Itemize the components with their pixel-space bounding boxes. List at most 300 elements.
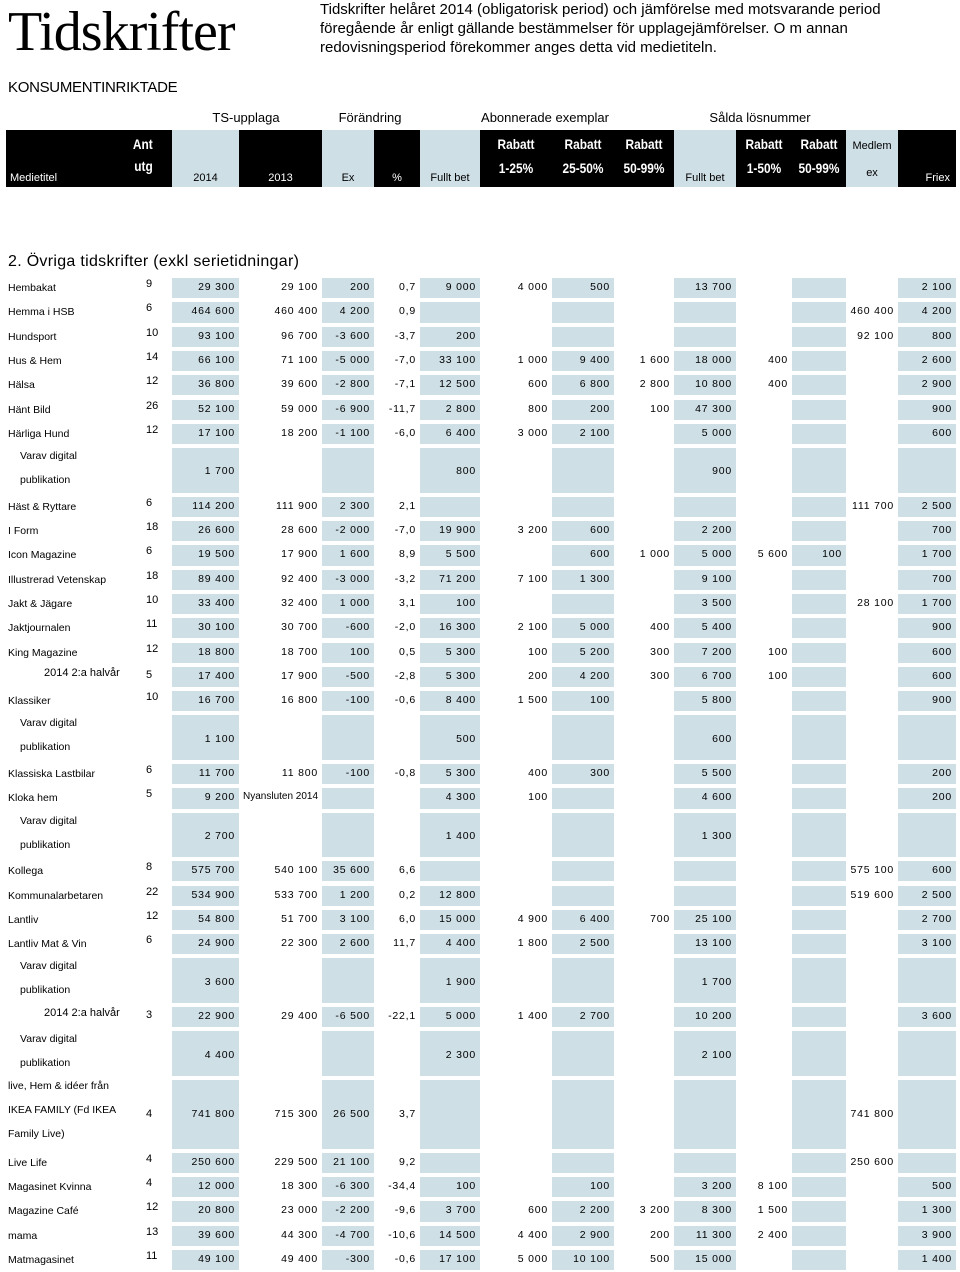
table-row bbox=[0, 859, 960, 883]
cell-y14: 11 700 bbox=[172, 764, 239, 784]
row-title-line: Klassiska Lastbilar bbox=[8, 768, 95, 780]
row-issues: 13 bbox=[146, 1225, 159, 1238]
cell-s1 bbox=[736, 570, 792, 590]
cell-r3 bbox=[614, 813, 674, 858]
cell-pct: -2,0 bbox=[394, 621, 416, 634]
category-label: KONSUMENTINRIKTADE bbox=[8, 79, 178, 96]
table-row bbox=[0, 616, 960, 640]
cell-fb: 500 bbox=[420, 715, 480, 760]
cell-fb2: 3 200 bbox=[674, 1177, 736, 1197]
cell-fb2: 2 200 bbox=[674, 521, 736, 541]
page-header bbox=[0, 0, 960, 270]
cell-y13: Nyansluten 2014 bbox=[243, 791, 319, 803]
cell-s2 bbox=[792, 667, 846, 687]
row-title-line: Jakt & Jägare bbox=[8, 597, 73, 610]
cell-r3 bbox=[614, 302, 674, 322]
row-title bbox=[0, 616, 140, 640]
row-title bbox=[0, 325, 140, 349]
cell-r2 bbox=[552, 1080, 614, 1149]
cell-y13: 51 700 bbox=[281, 912, 318, 925]
cell-s2 bbox=[792, 1153, 846, 1173]
cell-fri bbox=[898, 813, 956, 858]
cell-r1 bbox=[480, 327, 552, 347]
cell-y13: 16 800 bbox=[281, 694, 318, 707]
cell-r2: 600 bbox=[552, 545, 614, 565]
cell-s2 bbox=[792, 886, 846, 906]
cell-r3 bbox=[614, 570, 674, 590]
section-title: 2. Övriga tidskrifter (exkl serietidningar) bbox=[8, 253, 300, 270]
cell-y14: 18 800 bbox=[172, 643, 239, 663]
cell-ex bbox=[322, 958, 374, 1003]
cell-fb: 8 400 bbox=[420, 691, 480, 711]
cell-fb2 bbox=[674, 327, 736, 347]
cell-fri: 600 bbox=[898, 643, 956, 663]
cell-fb bbox=[420, 497, 480, 517]
cell-s2 bbox=[792, 1031, 846, 1076]
cell-ex: -100 bbox=[322, 764, 374, 784]
cell-fri: 2 700 bbox=[898, 910, 956, 930]
cell-med bbox=[846, 448, 898, 493]
cell-fri: 1 400 bbox=[898, 1250, 956, 1270]
table-row bbox=[0, 1005, 960, 1029]
cell-r3: 300 bbox=[650, 645, 670, 658]
cell-r2: 9 400 bbox=[552, 351, 614, 371]
cell-pct: -0,6 bbox=[394, 694, 416, 707]
cell-ex: -6 300 bbox=[322, 1177, 374, 1197]
cell-ex: -600 bbox=[322, 618, 374, 638]
row-title-line: Lantliv bbox=[8, 913, 39, 926]
cell-s1: 8 100 bbox=[757, 1180, 788, 1193]
table-row bbox=[0, 1151, 960, 1175]
row-title-line: Kollega bbox=[8, 865, 44, 878]
cell-r2: 500 bbox=[552, 278, 614, 298]
cell-pct: 6,6 bbox=[399, 864, 416, 877]
cell-y13 bbox=[239, 448, 322, 493]
cell-r3: 1 600 bbox=[639, 353, 670, 366]
cell-ex: 1 600 bbox=[322, 545, 374, 565]
cell-r1 bbox=[480, 302, 552, 322]
cell-y14: 22 900 bbox=[172, 1007, 239, 1027]
row-issues: 12 bbox=[146, 909, 159, 922]
row-issues: 3 bbox=[146, 1009, 153, 1021]
row-title bbox=[0, 884, 140, 908]
cell-r1: 1 800 bbox=[517, 937, 548, 950]
cell-s1 bbox=[736, 278, 792, 298]
cell-pct bbox=[374, 788, 420, 808]
row-title bbox=[0, 859, 140, 883]
cell-fb: 71 200 bbox=[420, 570, 480, 590]
table-row bbox=[0, 1224, 960, 1248]
row-issues: 12 bbox=[146, 1201, 159, 1214]
cell-fri: 3 100 bbox=[898, 934, 956, 954]
cell-ex: 26 500 bbox=[322, 1080, 374, 1149]
row-issues: 4 bbox=[146, 1152, 153, 1165]
row-title-line: 2014 2:a halvår bbox=[44, 1007, 120, 1019]
row-issues: 14 bbox=[146, 350, 159, 363]
cell-r2 bbox=[552, 861, 614, 881]
cell-ex: -500 bbox=[322, 667, 374, 687]
cell-s1: 400 bbox=[768, 353, 788, 366]
row-title bbox=[0, 786, 140, 810]
table-row bbox=[0, 1078, 960, 1151]
cell-med bbox=[846, 813, 898, 858]
cell-r2 bbox=[552, 448, 614, 493]
cell-fb2: 13 700 bbox=[674, 278, 736, 298]
cell-r2 bbox=[552, 788, 614, 808]
cell-ex: -100 bbox=[322, 691, 374, 711]
cell-med: 741 800 bbox=[850, 1107, 894, 1120]
cell-y14: 3 600 bbox=[172, 958, 239, 1003]
table-row bbox=[0, 398, 960, 422]
cell-y13: 23 000 bbox=[281, 1204, 318, 1217]
cell-fb2: 9 100 bbox=[674, 570, 736, 590]
cell-ex: 35 600 bbox=[322, 861, 374, 881]
cell-y14: 30 100 bbox=[172, 618, 239, 638]
cell-s2 bbox=[792, 327, 846, 347]
cell-s1: 100 bbox=[768, 669, 788, 682]
cell-pct: -7,0 bbox=[394, 353, 416, 366]
cell-y13: 96 700 bbox=[281, 329, 318, 342]
row-issues: 6 bbox=[146, 764, 153, 776]
cell-r1 bbox=[480, 594, 552, 614]
cell-pct: 2,1 bbox=[399, 499, 416, 512]
cell-pct: 11,7 bbox=[393, 937, 416, 950]
cell-r1: 1 400 bbox=[517, 1010, 548, 1022]
cell-fb2: 15 000 bbox=[674, 1250, 736, 1270]
cell-fri bbox=[898, 958, 956, 1003]
cell-fri: 700 bbox=[898, 521, 956, 541]
cell-s2 bbox=[792, 764, 846, 784]
cell-fb: 17 100 bbox=[420, 1250, 480, 1270]
row-title bbox=[0, 519, 140, 543]
cell-y14: 17 400 bbox=[172, 667, 239, 687]
cell-s2 bbox=[792, 302, 846, 322]
cell-fb: 5 300 bbox=[420, 667, 480, 687]
cell-fb2: 6 700 bbox=[674, 667, 736, 687]
cell-r1 bbox=[480, 813, 552, 858]
cell-s1 bbox=[736, 400, 792, 420]
group-abonnerade: Abonnerade exemplar bbox=[481, 110, 609, 125]
row-title bbox=[0, 1248, 140, 1272]
cell-fb: 33 100 bbox=[420, 351, 480, 371]
cell-s1 bbox=[736, 327, 792, 347]
cell-r1: 3 200 bbox=[517, 524, 548, 536]
cell-y13: 71 100 bbox=[281, 353, 318, 366]
table-row bbox=[0, 811, 960, 860]
cell-fb: 800 bbox=[420, 448, 480, 493]
cell-med bbox=[846, 570, 898, 590]
row-title-line: I Form bbox=[8, 525, 39, 537]
cell-ex: 3 100 bbox=[322, 910, 374, 930]
cell-s2 bbox=[792, 400, 846, 420]
cell-ex: -2 800 bbox=[322, 375, 374, 395]
row-issues: 8 bbox=[146, 861, 153, 874]
row-issues: 22 bbox=[146, 885, 159, 898]
row-issues: 6 bbox=[146, 934, 153, 947]
cell-fb2: 8 300 bbox=[674, 1201, 736, 1221]
cell-r3: 1 000 bbox=[639, 548, 670, 561]
cell-pct: 9,2 bbox=[399, 1155, 416, 1168]
cell-r2 bbox=[552, 715, 614, 760]
cell-r1: 7 100 bbox=[517, 572, 548, 585]
col-2014: 2014 bbox=[172, 130, 239, 187]
cell-fb: 5 000 bbox=[420, 1007, 480, 1027]
cell-med bbox=[846, 643, 898, 663]
cell-y14: 17 100 bbox=[172, 424, 239, 444]
cell-fb2: 1 700 bbox=[674, 958, 736, 1003]
cell-fri: 600 bbox=[898, 861, 956, 881]
cell-y14: 534 900 bbox=[172, 886, 239, 906]
cell-s1 bbox=[736, 424, 792, 444]
cell-med bbox=[846, 351, 898, 371]
cell-pct: -9,6 bbox=[394, 1204, 416, 1217]
table-row bbox=[0, 956, 960, 1005]
cell-med bbox=[846, 691, 898, 711]
cell-r3 bbox=[614, 1153, 674, 1173]
cell-fb2: 3 500 bbox=[674, 594, 736, 614]
cell-y13: 533 700 bbox=[274, 888, 318, 901]
cell-pct bbox=[374, 448, 420, 493]
cell-med bbox=[846, 278, 898, 298]
cell-fb bbox=[420, 1153, 480, 1173]
cell-s2 bbox=[792, 424, 846, 444]
row-issues: 6 bbox=[146, 496, 153, 509]
cell-r1 bbox=[480, 1031, 552, 1076]
cell-ex: 1 200 bbox=[322, 886, 374, 906]
row-issues: 11 bbox=[146, 1250, 158, 1262]
cell-y14: 39 600 bbox=[172, 1226, 239, 1246]
col-medlem: Medlem ex bbox=[846, 130, 898, 187]
row-title-line: Illustrerad Vetenskap bbox=[8, 573, 107, 586]
cell-r2: 600 bbox=[552, 521, 614, 541]
cell-y13: 18 200 bbox=[281, 426, 318, 439]
cell-r3: 300 bbox=[650, 669, 670, 682]
cell-med bbox=[846, 715, 898, 760]
cell-fri: 600 bbox=[898, 424, 956, 444]
cell-y13: 11 800 bbox=[281, 767, 318, 779]
table-row bbox=[0, 1175, 960, 1199]
table-row bbox=[0, 713, 960, 762]
cell-r3 bbox=[614, 1080, 674, 1149]
cell-s2 bbox=[792, 375, 846, 395]
table-row bbox=[0, 349, 960, 373]
cell-s1 bbox=[736, 934, 792, 954]
cell-fri bbox=[898, 1080, 956, 1149]
cell-s1: 1 500 bbox=[757, 1204, 788, 1217]
col-rabatt-50-99-sold: Rabatt 50-99% bbox=[792, 130, 846, 187]
cell-r1 bbox=[480, 861, 552, 881]
cell-pct: -6,0 bbox=[394, 426, 416, 439]
cell-pct: -3,7 bbox=[394, 329, 416, 342]
cell-ex: 100 bbox=[322, 643, 374, 663]
row-title bbox=[0, 1078, 140, 1151]
cell-pct bbox=[374, 958, 420, 1003]
table-row bbox=[0, 276, 960, 300]
column-header-band bbox=[0, 130, 960, 187]
table-row bbox=[0, 932, 960, 956]
cell-r2: 6 400 bbox=[552, 910, 614, 930]
cell-y13: 229 500 bbox=[274, 1155, 318, 1168]
cell-y14: 52 100 bbox=[172, 400, 239, 420]
cell-s1 bbox=[736, 764, 792, 784]
cell-s1 bbox=[736, 910, 792, 930]
cell-fb bbox=[420, 302, 480, 322]
row-title-line: Kommunalarbetaren bbox=[8, 889, 104, 902]
cell-s1 bbox=[736, 861, 792, 881]
group-ts-upplaga: TS-upplaga bbox=[212, 110, 280, 125]
cell-fri: 800 bbox=[898, 327, 956, 347]
cell-r1 bbox=[480, 497, 552, 517]
cell-s2 bbox=[792, 351, 846, 371]
cell-fb2 bbox=[674, 886, 736, 906]
col-fullt-bet-2: Fullt bet bbox=[674, 130, 736, 187]
cell-fri bbox=[898, 1031, 956, 1076]
col-2013: 2013 bbox=[239, 130, 322, 187]
cell-med bbox=[846, 667, 898, 687]
cell-pct: 0,5 bbox=[399, 645, 416, 658]
cell-y14: 93 100 bbox=[172, 327, 239, 347]
cell-pct: 8,9 bbox=[399, 548, 416, 561]
cell-ex: 200 bbox=[322, 278, 374, 298]
row-title bbox=[0, 398, 140, 422]
cell-fb: 2 300 bbox=[420, 1031, 480, 1076]
cell-r3 bbox=[614, 764, 674, 784]
cell-r3 bbox=[614, 424, 674, 444]
row-title-line: King Magazine bbox=[8, 646, 78, 659]
cell-s1 bbox=[736, 302, 792, 322]
row-title bbox=[0, 300, 140, 324]
row-title bbox=[0, 641, 140, 665]
table-row bbox=[0, 422, 960, 446]
cell-r1: 100 bbox=[528, 791, 548, 804]
cell-pct: 3,1 bbox=[399, 596, 416, 609]
cell-r3 bbox=[614, 934, 674, 954]
cell-y13: 92 400 bbox=[281, 572, 318, 585]
cell-y13: 460 400 bbox=[274, 305, 318, 318]
cell-med bbox=[846, 934, 898, 954]
cell-r3 bbox=[614, 278, 674, 298]
row-title bbox=[0, 1224, 140, 1248]
cell-fri: 700 bbox=[898, 570, 956, 590]
cell-y14: 24 900 bbox=[172, 934, 239, 954]
row-issues: 6 bbox=[146, 302, 153, 315]
cell-fb2 bbox=[674, 302, 736, 322]
table-row bbox=[0, 446, 960, 495]
cell-y14: 12 000 bbox=[172, 1177, 239, 1197]
cell-r2: 2 100 bbox=[552, 424, 614, 444]
cell-med bbox=[846, 1201, 898, 1221]
cell-r1 bbox=[480, 958, 552, 1003]
cell-s2: 100 bbox=[792, 545, 846, 565]
cell-med: 92 100 bbox=[857, 329, 894, 342]
row-title bbox=[0, 932, 140, 956]
cell-med bbox=[846, 1226, 898, 1246]
table-row bbox=[0, 786, 960, 810]
cell-med bbox=[846, 424, 898, 444]
cell-pct: -7,1 bbox=[394, 378, 416, 391]
cell-ex: 21 100 bbox=[322, 1153, 374, 1173]
cell-pct: 0,9 bbox=[399, 305, 416, 318]
table-row bbox=[0, 884, 960, 908]
cell-ex bbox=[322, 788, 374, 808]
cell-y13: 715 300 bbox=[274, 1107, 318, 1120]
row-title bbox=[0, 495, 140, 519]
cell-fb2: 18 000 bbox=[674, 351, 736, 371]
cell-fri: 2 500 bbox=[898, 886, 956, 906]
cell-fri: 500 bbox=[898, 1177, 956, 1197]
cell-fb2: 4 600 bbox=[674, 788, 736, 808]
cell-r3 bbox=[614, 715, 674, 760]
cell-r1: 1 000 bbox=[517, 353, 548, 366]
cell-y13: 29 400 bbox=[281, 1010, 318, 1022]
row-title bbox=[0, 908, 140, 932]
cell-s2 bbox=[792, 618, 846, 638]
cell-r3 bbox=[614, 448, 674, 493]
row-title-line: Klassiker bbox=[8, 695, 51, 708]
row-issues: 6 bbox=[146, 545, 153, 558]
cell-r3: 100 bbox=[650, 402, 670, 415]
row-issues: 4 bbox=[146, 1177, 153, 1190]
cell-r2: 200 bbox=[552, 400, 614, 420]
row-title-line: Varav digital bbox=[20, 717, 78, 730]
table-row bbox=[0, 519, 960, 543]
cell-r3 bbox=[614, 1031, 674, 1076]
cell-ex: -3 000 bbox=[322, 570, 374, 590]
cell-r3: 200 bbox=[650, 1228, 670, 1241]
cell-r2: 5 200 bbox=[552, 643, 614, 663]
row-title bbox=[0, 1151, 140, 1175]
cell-y13 bbox=[239, 813, 322, 858]
row-title-line: publikation bbox=[20, 984, 71, 997]
cell-fb: 12 800 bbox=[420, 886, 480, 906]
cell-s1 bbox=[736, 788, 792, 808]
cell-r3 bbox=[614, 1177, 674, 1197]
cell-med bbox=[846, 400, 898, 420]
table-row bbox=[0, 325, 960, 349]
cell-s1: 400 bbox=[768, 378, 788, 391]
cell-r2: 4 200 bbox=[552, 667, 614, 687]
row-title bbox=[0, 956, 140, 1005]
cell-r1: 200 bbox=[528, 669, 548, 682]
cell-med bbox=[846, 1031, 898, 1076]
cell-s1 bbox=[736, 448, 792, 493]
cell-r1 bbox=[480, 1177, 552, 1197]
row-title-line: publikation bbox=[20, 741, 71, 754]
cell-med bbox=[846, 1007, 898, 1027]
cell-y13: 17 900 bbox=[281, 548, 318, 561]
cell-y14: 575 700 bbox=[172, 861, 239, 881]
cell-fri bbox=[898, 715, 956, 760]
table-row bbox=[0, 762, 960, 786]
cell-fri: 900 bbox=[898, 691, 956, 711]
cell-r1: 400 bbox=[528, 767, 548, 779]
cell-y14: 741 800 bbox=[172, 1080, 239, 1149]
cell-r3 bbox=[614, 594, 674, 614]
cell-ex: -5 000 bbox=[322, 351, 374, 371]
cell-s1 bbox=[736, 1080, 792, 1149]
cell-y14: 9 200 bbox=[172, 788, 239, 808]
row-title-line: Varav digital bbox=[20, 960, 78, 973]
cell-y14: 26 600 bbox=[172, 521, 239, 541]
cell-s2 bbox=[792, 521, 846, 541]
cell-fri: 2 100 bbox=[898, 278, 956, 298]
cell-ex: -300 bbox=[322, 1250, 374, 1270]
cell-r2 bbox=[552, 958, 614, 1003]
cell-fb: 5 500 bbox=[420, 545, 480, 565]
cell-ex: -4 700 bbox=[322, 1226, 374, 1246]
table-row bbox=[0, 592, 960, 616]
cell-fb2: 1 300 bbox=[674, 813, 736, 858]
